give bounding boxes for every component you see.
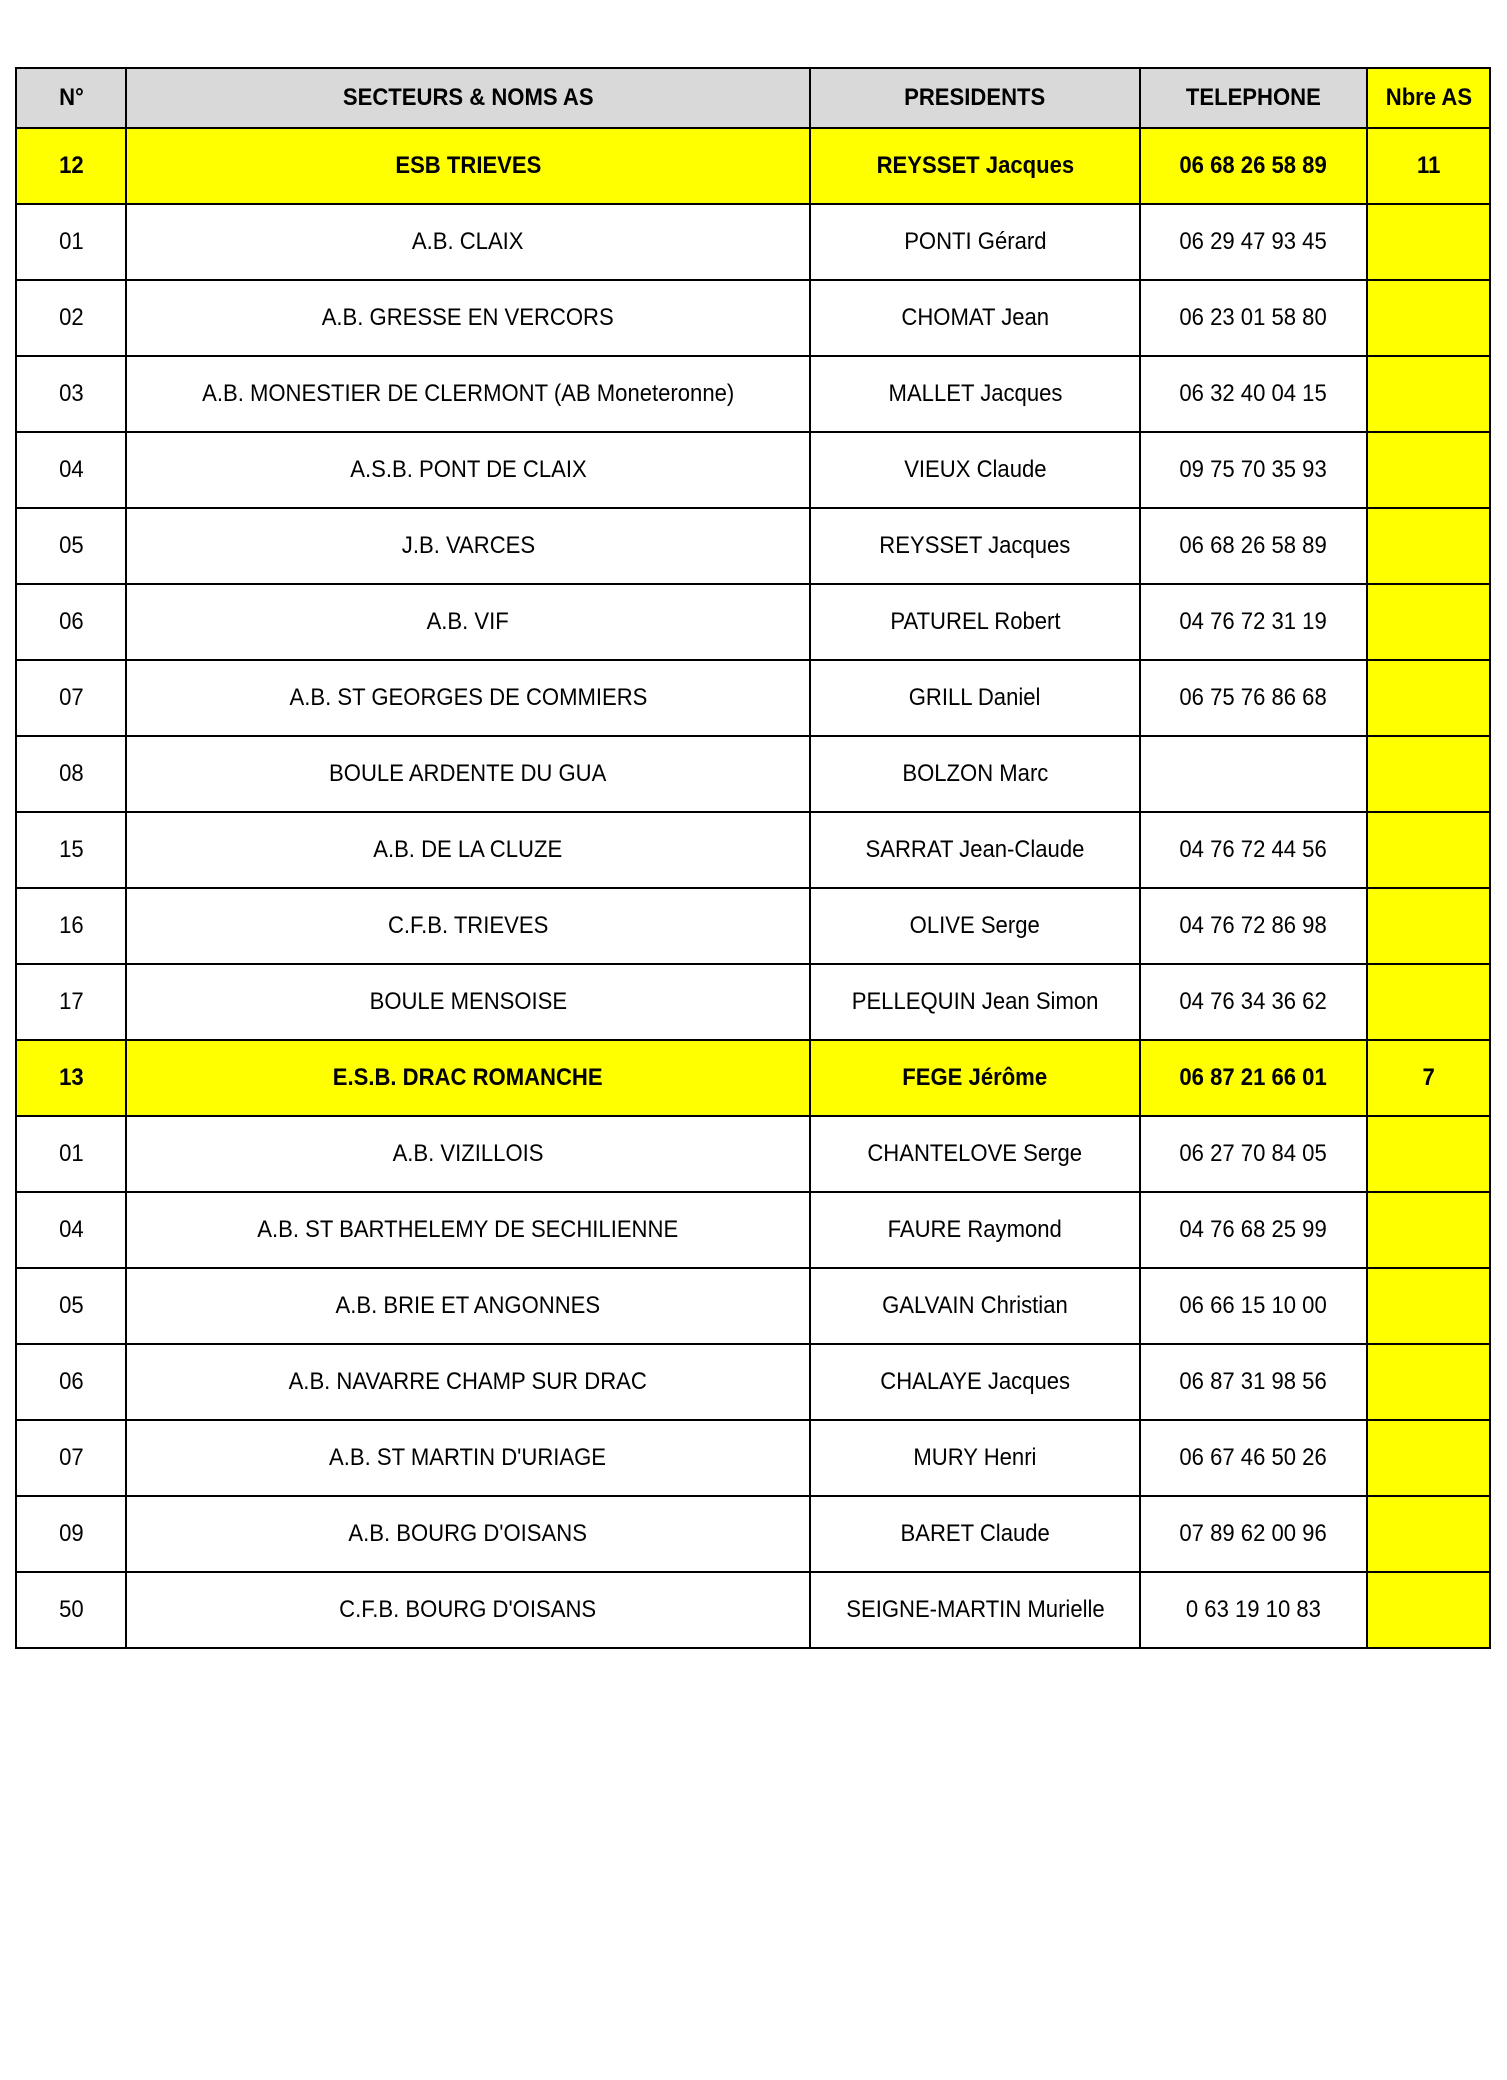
sector-row <box>16 128 1490 204</box>
table-row <box>16 1496 1490 1572</box>
table-row <box>16 584 1490 660</box>
row-num: 06 <box>16 584 126 660</box>
table-row <box>16 812 1490 888</box>
row-telephone: 07 89 62 00 96 <box>1140 1496 1367 1572</box>
row-num: 12 <box>16 128 126 204</box>
header-name: SECTEURS & NOMS AS <box>126 68 810 128</box>
row-telephone: 06 68 26 58 89 <box>1140 128 1367 204</box>
row-telephone: 09 75 70 35 93 <box>1140 432 1367 508</box>
row-president: FAURE Raymond <box>810 1192 1140 1268</box>
row-president: PATUREL Robert <box>810 584 1140 660</box>
row-count <box>1367 584 1490 660</box>
row-name: A.B. ST BARTHELEMY DE SECHILIENNE <box>126 1192 810 1268</box>
row-num: 04 <box>16 432 126 508</box>
row-telephone: 06 75 76 86 68 <box>1140 660 1367 736</box>
table-row <box>16 1192 1490 1268</box>
row-name: J.B. VARCES <box>126 508 810 584</box>
row-count <box>1367 1572 1490 1648</box>
row-name: A.B. NAVARRE CHAMP SUR DRAC <box>126 1344 810 1420</box>
row-num: 06 <box>16 1344 126 1420</box>
row-count <box>1367 1496 1490 1572</box>
row-count <box>1367 1268 1490 1344</box>
row-president: MALLET Jacques <box>810 356 1140 432</box>
row-name: A.B. BRIE ET ANGONNES <box>126 1268 810 1344</box>
row-telephone: 04 76 34 36 62 <box>1140 964 1367 1040</box>
row-num: 08 <box>16 736 126 812</box>
row-president: SEIGNE-MARTIN Murielle <box>810 1572 1140 1648</box>
row-president: OLIVE Serge <box>810 888 1140 964</box>
row-num: 01 <box>16 1116 126 1192</box>
row-name: C.F.B. TRIEVES <box>126 888 810 964</box>
row-num: 50 <box>16 1572 126 1648</box>
row-president: REYSSET Jacques <box>810 128 1140 204</box>
row-president: GRILL Daniel <box>810 660 1140 736</box>
row-president: VIEUX Claude <box>810 432 1140 508</box>
row-num: 05 <box>16 508 126 584</box>
row-telephone: 04 76 68 25 99 <box>1140 1192 1367 1268</box>
row-count <box>1367 1344 1490 1420</box>
row-telephone: 06 27 70 84 05 <box>1140 1116 1367 1192</box>
row-name: A.B. DE LA CLUZE <box>126 812 810 888</box>
row-president: CHANTELOVE Serge <box>810 1116 1140 1192</box>
row-president: CHOMAT Jean <box>810 280 1140 356</box>
row-num: 07 <box>16 660 126 736</box>
row-name: A.B. VIF <box>126 584 810 660</box>
table-row <box>16 1572 1490 1648</box>
row-name: A.B. MONESTIER DE CLERMONT (AB Moneteronne) <box>126 356 810 432</box>
row-name: A.B. CLAIX <box>126 204 810 280</box>
row-name: A.B. BOURG D'OISANS <box>126 1496 810 1572</box>
table-row <box>16 1420 1490 1496</box>
row-telephone: 06 67 46 50 26 <box>1140 1420 1367 1496</box>
row-president: SARRAT Jean-Claude <box>810 812 1140 888</box>
row-count <box>1367 660 1490 736</box>
header-president: PRESIDENTS <box>810 68 1140 128</box>
row-count <box>1367 1420 1490 1496</box>
row-num: 16 <box>16 888 126 964</box>
table-row <box>16 964 1490 1040</box>
row-name: A.B. VIZILLOIS <box>126 1116 810 1192</box>
row-num: 17 <box>16 964 126 1040</box>
row-num: 02 <box>16 280 126 356</box>
row-count <box>1367 736 1490 812</box>
sector-row <box>16 1040 1490 1116</box>
row-president: GALVAIN Christian <box>810 1268 1140 1344</box>
table-row <box>16 280 1490 356</box>
table-row <box>16 888 1490 964</box>
row-count <box>1367 964 1490 1040</box>
row-name: ESB TRIEVES <box>126 128 810 204</box>
table-row <box>16 1344 1490 1420</box>
table-row <box>16 204 1490 280</box>
row-name: A.S.B. PONT DE CLAIX <box>126 432 810 508</box>
row-telephone: 0 63 19 10 83 <box>1140 1572 1367 1648</box>
row-count: 11 <box>1367 128 1490 204</box>
row-president: REYSSET Jacques <box>810 508 1140 584</box>
table-row <box>16 1116 1490 1192</box>
row-num: 07 <box>16 1420 126 1496</box>
table-row <box>16 432 1490 508</box>
row-president: CHALAYE Jacques <box>810 1344 1140 1420</box>
row-name: BOULE MENSOISE <box>126 964 810 1040</box>
row-president: MURY Henri <box>810 1420 1140 1496</box>
row-telephone: 06 68 26 58 89 <box>1140 508 1367 584</box>
row-telephone: 04 76 72 86 98 <box>1140 888 1367 964</box>
associations-table <box>15 67 1491 1649</box>
row-num: 01 <box>16 204 126 280</box>
row-count <box>1367 888 1490 964</box>
row-president: PONTI Gérard <box>810 204 1140 280</box>
row-num: 05 <box>16 1268 126 1344</box>
row-president: FEGE Jérôme <box>810 1040 1140 1116</box>
row-count <box>1367 356 1490 432</box>
table-row <box>16 660 1490 736</box>
row-name: C.F.B. BOURG D'OISANS <box>126 1572 810 1648</box>
row-president: BOLZON Marc <box>810 736 1140 812</box>
row-count <box>1367 280 1490 356</box>
header-row <box>16 68 1490 128</box>
row-count <box>1367 812 1490 888</box>
table-row <box>16 356 1490 432</box>
row-telephone: 04 76 72 44 56 <box>1140 812 1367 888</box>
row-telephone: 06 87 31 98 56 <box>1140 1344 1367 1420</box>
row-president: PELLEQUIN Jean Simon <box>810 964 1140 1040</box>
header-num: N° <box>16 68 126 128</box>
row-telephone: 04 76 72 31 19 <box>1140 584 1367 660</box>
row-telephone: 06 29 47 93 45 <box>1140 204 1367 280</box>
row-count <box>1367 1116 1490 1192</box>
row-count <box>1367 1192 1490 1268</box>
row-count <box>1367 508 1490 584</box>
row-num: 04 <box>16 1192 126 1268</box>
row-num: 15 <box>16 812 126 888</box>
header-telephone: TELEPHONE <box>1140 68 1367 128</box>
row-count <box>1367 204 1490 280</box>
table-row <box>16 508 1490 584</box>
header-count: Nbre AS <box>1367 68 1490 128</box>
row-telephone: 06 66 15 10 00 <box>1140 1268 1367 1344</box>
row-telephone <box>1140 736 1367 812</box>
row-telephone: 06 32 40 04 15 <box>1140 356 1367 432</box>
row-name: A.B. ST GEORGES DE COMMIERS <box>126 660 810 736</box>
table-row <box>16 736 1490 812</box>
row-num: 13 <box>16 1040 126 1116</box>
row-count <box>1367 432 1490 508</box>
row-count: 7 <box>1367 1040 1490 1116</box>
row-telephone: 06 87 21 66 01 <box>1140 1040 1367 1116</box>
table-body <box>16 128 1490 1648</box>
row-telephone: 06 23 01 58 80 <box>1140 280 1367 356</box>
row-name: E.S.B. DRAC ROMANCHE <box>126 1040 810 1116</box>
row-name: A.B. GRESSE EN VERCORS <box>126 280 810 356</box>
row-president: BARET Claude <box>810 1496 1140 1572</box>
row-num: 03 <box>16 356 126 432</box>
row-name: A.B. ST MARTIN D'URIAGE <box>126 1420 810 1496</box>
row-name: BOULE ARDENTE DU GUA <box>126 736 810 812</box>
row-num: 09 <box>16 1496 126 1572</box>
table-row <box>16 1268 1490 1344</box>
